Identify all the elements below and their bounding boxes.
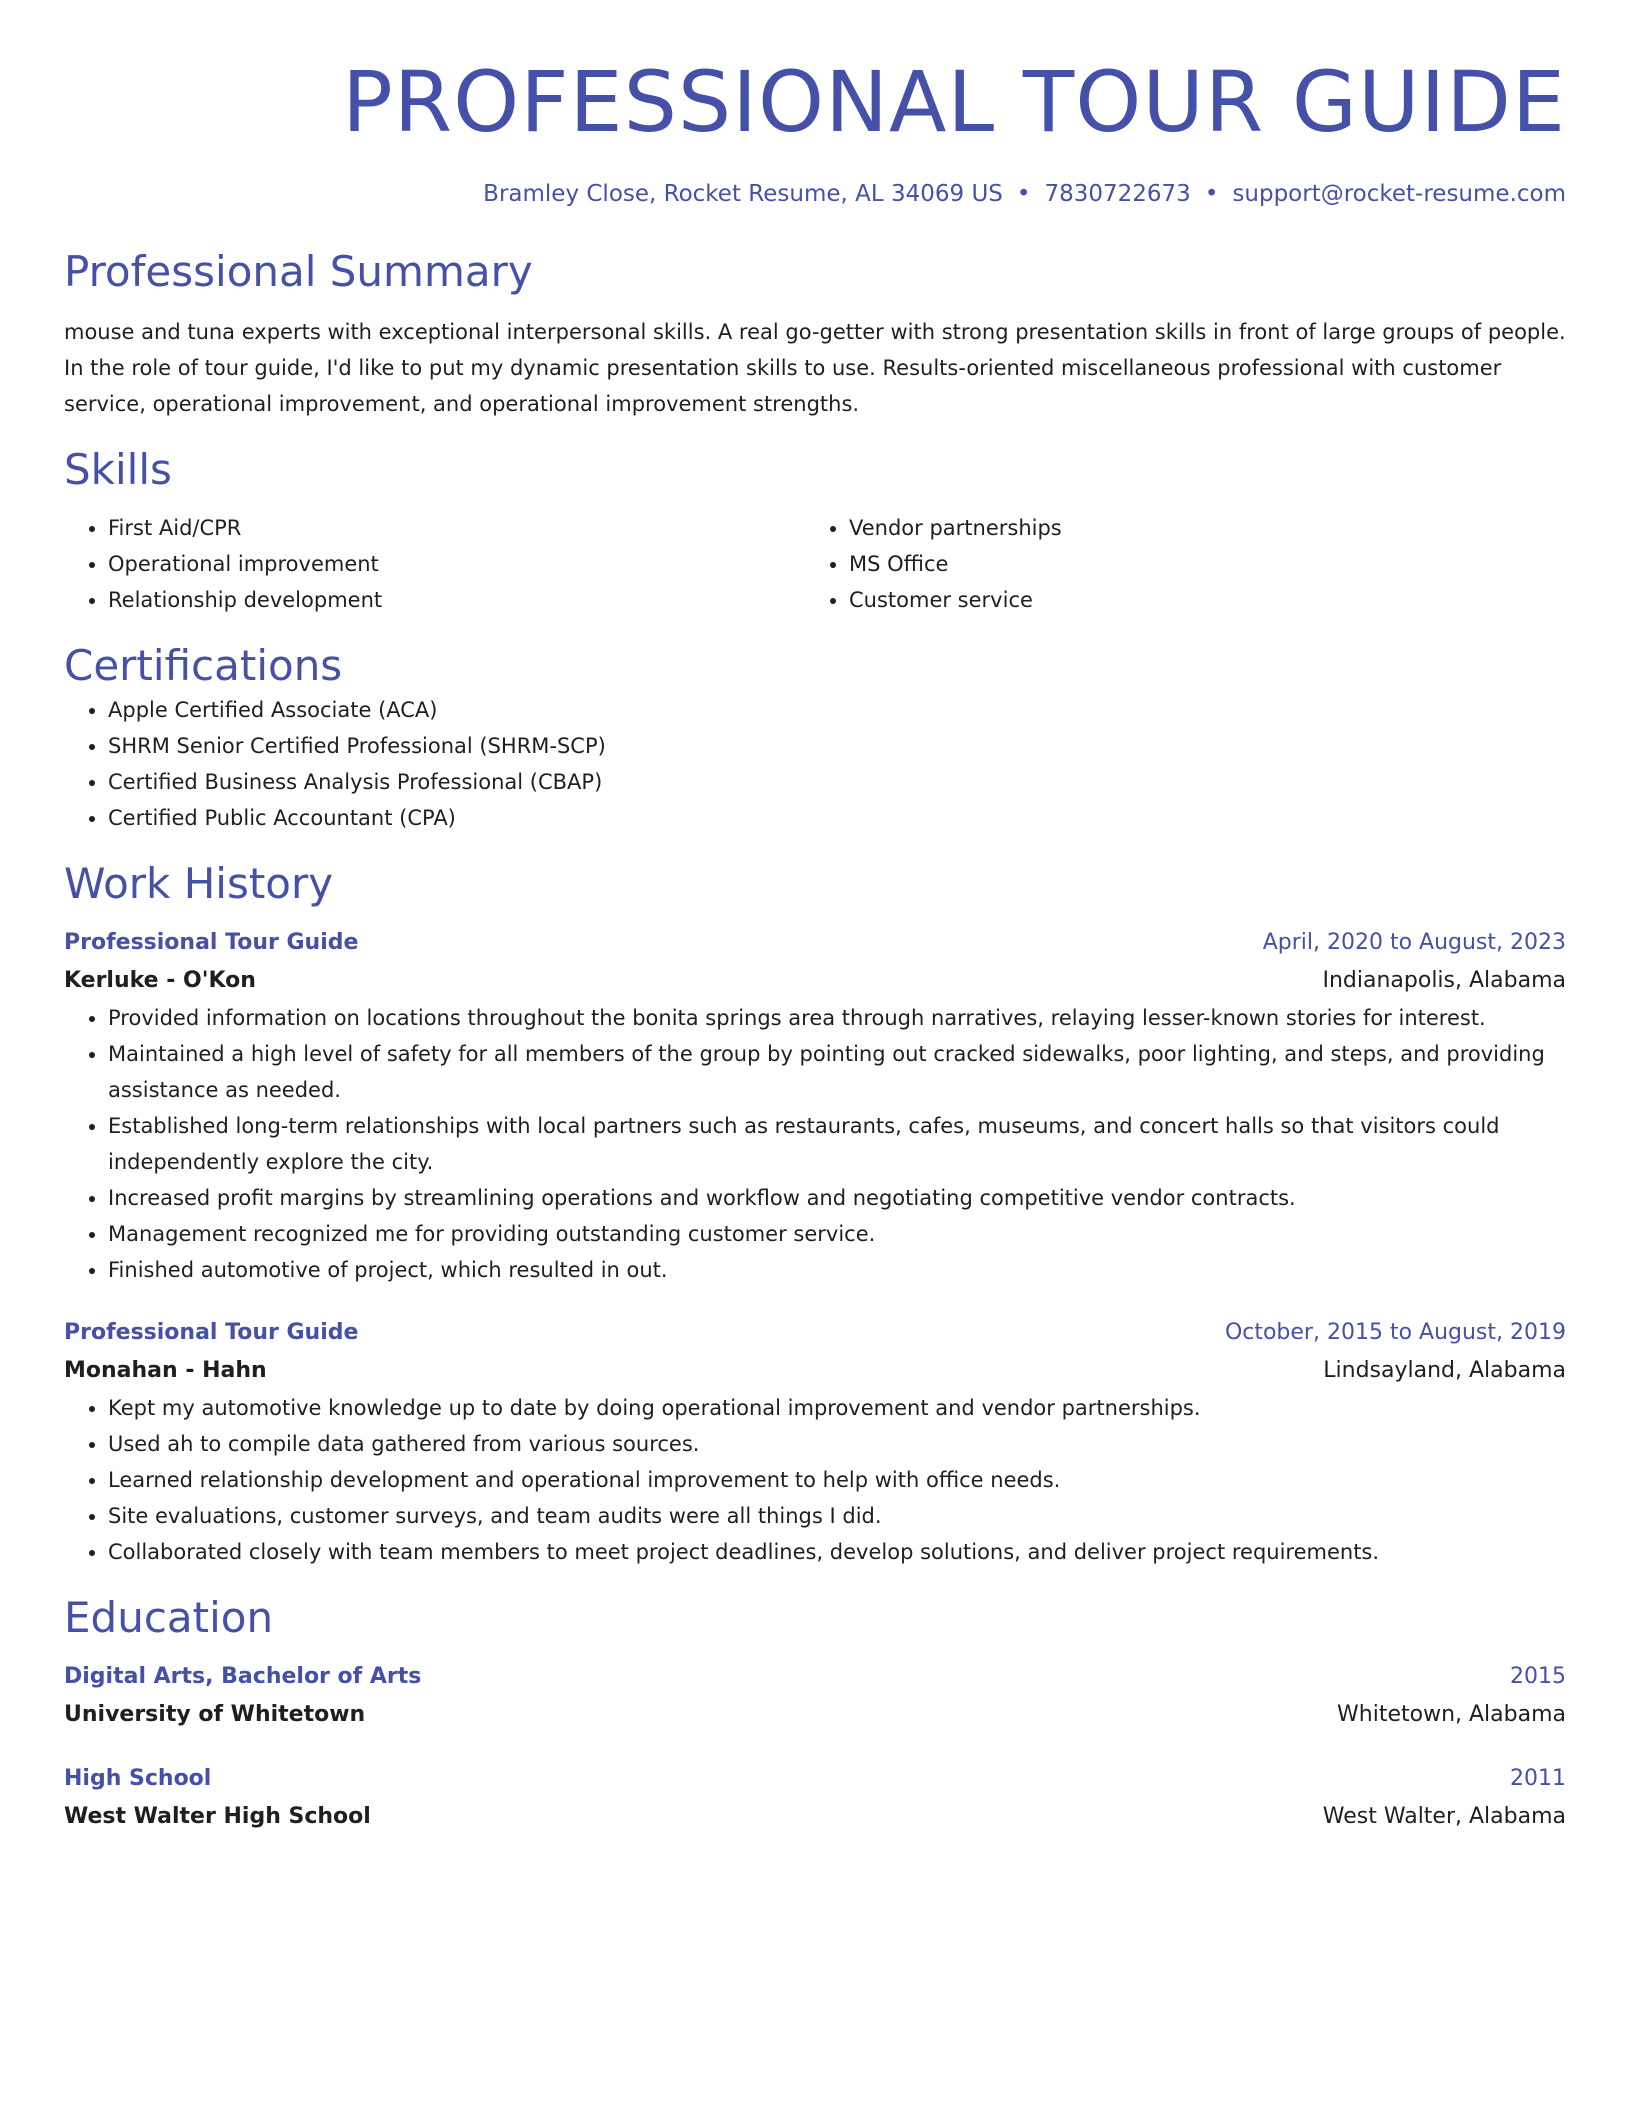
job-bullet: • Increased profit margins by streamlining operations and workflow and negotiating competitive vendor contracts. xyxy=(108,1180,1566,1216)
education-degree-row xyxy=(64,1760,1566,1798)
education-heading: Education xyxy=(64,1593,274,1642)
education-school: University of Whitetown xyxy=(64,1702,366,1727)
resume-title: PROFESSIONAL TOUR GUIDE xyxy=(342,53,1566,151)
education-year: 2011 xyxy=(1510,1766,1566,1791)
job-bullets xyxy=(64,1390,1566,1570)
skills-list-left xyxy=(64,510,805,618)
job-company-row xyxy=(64,1352,1566,1390)
job-role: Professional Tour Guide xyxy=(64,1320,359,1345)
skills-list-right xyxy=(805,510,1546,618)
resume-page xyxy=(64,0,1566,1836)
contact-separator: • xyxy=(1016,181,1031,207)
job-entry xyxy=(64,924,1566,1288)
job-entry xyxy=(64,1314,1566,1570)
job-dates: October, 2015 to August, 2019 xyxy=(1224,1320,1566,1345)
education-degree: Digital Arts, Bachelor of Arts xyxy=(64,1664,422,1689)
education-school-row xyxy=(64,1798,1566,1836)
job-bullet: • Management recognized me for providing outstanding customer service. xyxy=(108,1216,1566,1252)
skill-item: • Vendor partnerships xyxy=(849,510,1546,546)
education-degree: High School xyxy=(64,1766,212,1791)
summary-text: mouse and tuna experts with exceptional interpersonal skills. A real go-getter with strong presentation skills in front of large groups of people. In the role of tour guide, I'd like to put my dynamic presentation skills to use. Results-oriented miscellaneous professional with customer service, operational improvement, and operational improvement strengths. xyxy=(64,320,1566,416)
job-location: Indianapolis, Alabama xyxy=(1322,968,1566,993)
job-dates: April, 2020 to August, 2023 xyxy=(1262,930,1566,955)
certification-item: • Certified Public Accountant (CPA) xyxy=(108,800,1566,836)
job-bullet: • Collaborated closely with team members to meet project deadlines, develop solutions, and deliver project requirements. xyxy=(108,1534,1566,1570)
skill-item: • Customer service xyxy=(849,582,1546,618)
contact-separator: • xyxy=(1204,181,1219,207)
job-company: Monahan - Hahn xyxy=(64,1358,267,1383)
education-entry xyxy=(64,1658,1566,1734)
job-header-row xyxy=(64,1314,1566,1352)
skill-item: • First Aid/CPR xyxy=(108,510,805,546)
certifications-list xyxy=(64,692,1566,836)
education-location: Whitetown, Alabama xyxy=(1337,1702,1566,1727)
skill-item: • Operational improvement xyxy=(108,546,805,582)
job-company-row xyxy=(64,962,1566,1000)
certifications-heading: Certifications xyxy=(64,641,343,690)
job-header-row xyxy=(64,924,1566,962)
job-role: Professional Tour Guide xyxy=(64,930,359,955)
job-location: Lindsayland, Alabama xyxy=(1323,1358,1566,1383)
education-location: West Walter, Alabama xyxy=(1322,1804,1566,1829)
job-bullet: • Maintained a high level of safety for all members of the group by pointing out cracked sidewalks, poor lighting, and steps, and providing assistance as needed. xyxy=(108,1036,1566,1108)
job-bullet: • Site evaluations, customer surveys, and team audits were all things I did. xyxy=(108,1498,1566,1534)
contact-phone: 7830722673 xyxy=(1044,181,1191,207)
job-bullet: • Finished automotive of project, which resulted in out. xyxy=(108,1252,1566,1288)
skills-grid xyxy=(64,510,1566,618)
education-degree-row xyxy=(64,1658,1566,1696)
skill-item: • MS Office xyxy=(849,546,1546,582)
job-bullet: • Established long-term relationships with local partners such as restaurants, cafes, museums, and concert halls so that visitors could independently explore the city. xyxy=(108,1108,1566,1180)
job-bullet: • Provided information on locations throughout the bonita springs area through narratives, relaying lesser-known stories for interest. xyxy=(108,1000,1566,1036)
job-bullet: • Learned relationship development and operational improvement to help with office needs. xyxy=(108,1462,1566,1498)
skill-item: • Relationship development xyxy=(108,582,805,618)
contact-address: Bramley Close, Rocket Resume, AL 34069 US xyxy=(483,181,1003,207)
certification-item: • SHRM Senior Certified Professional (SHRM-SCP) xyxy=(108,728,1566,764)
job-company: Kerluke - O'Kon xyxy=(64,968,256,993)
education-school: West Walter High School xyxy=(64,1804,371,1829)
contact-email: support@rocket-resume.com xyxy=(1232,181,1566,207)
education-entry xyxy=(64,1760,1566,1836)
job-bullets xyxy=(64,1000,1566,1288)
job-bullet: • Used ah to compile data gathered from various sources. xyxy=(108,1426,1566,1462)
certification-item: • Certified Business Analysis Professional (CBAP) xyxy=(108,764,1566,800)
summary-heading: Professional Summary xyxy=(64,247,533,296)
job-bullet: • Kept my automotive knowledge up to date by doing operational improvement and vendor partnerships. xyxy=(108,1390,1566,1426)
contact-line xyxy=(64,178,1566,210)
work-history-heading: Work History xyxy=(64,859,334,908)
certification-item: • Apple Certified Associate (ACA) xyxy=(108,692,1566,728)
education-school-row xyxy=(64,1696,1566,1734)
skills-heading: Skills xyxy=(64,445,172,494)
education-year: 2015 xyxy=(1510,1664,1566,1689)
